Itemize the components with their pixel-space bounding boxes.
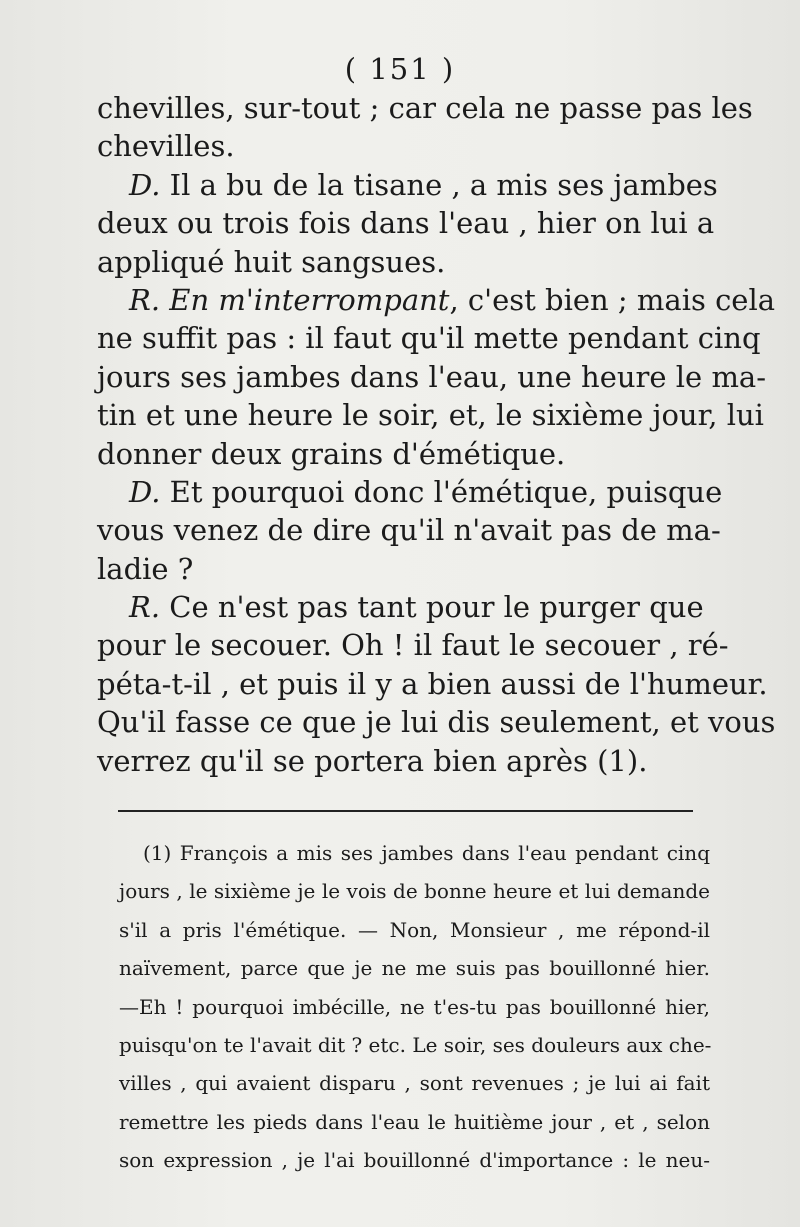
text-line: appliqué huit sangsues. [97,244,446,279]
text-line: R. En m'interrompant, c'est bien ; mais cela [129,282,776,317]
text-line: chevilles. [97,129,235,164]
text-line: vous venez de dire qu'il n'avait pas de ma- [97,513,721,548]
footnote-line: villes , qui avaient disparu , sont revenues ; je lui ai fait [119,1071,710,1096]
text-line: jours ses jambes dans l'eau, une heure le ma- [97,359,767,394]
footnote [119,838,710,1184]
text-line: ladie ? [97,551,194,586]
text-line: verrez qu'il se portera bien après (1). [97,743,648,778]
footnote-line: jours , le sixième je le vois de bonne heure et lui demande [119,879,710,904]
footnote-divider [118,810,693,812]
page-number: ( 151 ) [344,52,456,86]
text-line: D. Et pourquoi donc l'émétique, puisque [129,474,723,509]
text-line: péta-t-il , et puis il y a bien aussi de l'humeur. [97,666,768,701]
footnote-line: naïvement, parce que je ne me suis pas bouillonné hier. [119,956,710,981]
text-line: chevilles, sur-tout ; car cela ne passe pas les [97,91,753,125]
text-line: pour le secouer. Oh ! il faut le secouer , ré- [97,628,729,663]
main-text [97,89,776,780]
text-line: deux ou trois fois dans l'eau , hier on lui a [97,206,715,241]
footnote-line: son expression , je l'ai bouillonné d'importance : le neu- [119,1148,710,1173]
speaker-marker: D. [129,474,161,509]
footnote-line: s'il a pris l'émétique. — Non, Monsieur , me répond-il [119,917,710,942]
text-line: ne suffit pas : il faut qu'il mette pendant cinq [97,321,761,356]
footnote-line: puisqu'on te l'avait dit ? etc. Le soir, ses douleurs aux che- [119,1032,712,1057]
speaker-marker: R. En m'interrompant [129,282,450,317]
text-line: donner deux grains d'émétique. [97,436,566,471]
footnote-line: (1) François a mis ses jambes dans l'eau pendant cinq [143,841,710,865]
text-line: D. Il a bu de la tisane , a mis ses jambes [129,167,718,202]
text-line: Qu'il fasse ce que je lui dis seulement, et vous [97,705,776,740]
speaker-marker: D. [129,167,161,202]
footnote-line: —Eh ! pourquoi imbécille, ne t'es-tu pas bouillonné hier, [119,994,710,1019]
text-line: R. Ce n'est pas tant pour le purger que [129,590,704,625]
footnote-line: remettre les pieds dans l'eau le huitième jour , et , selon [119,1109,710,1134]
speaker-marker: R. [129,590,161,625]
text-line: tin et une heure le soir, et, le sixième jour, lui [97,398,764,433]
